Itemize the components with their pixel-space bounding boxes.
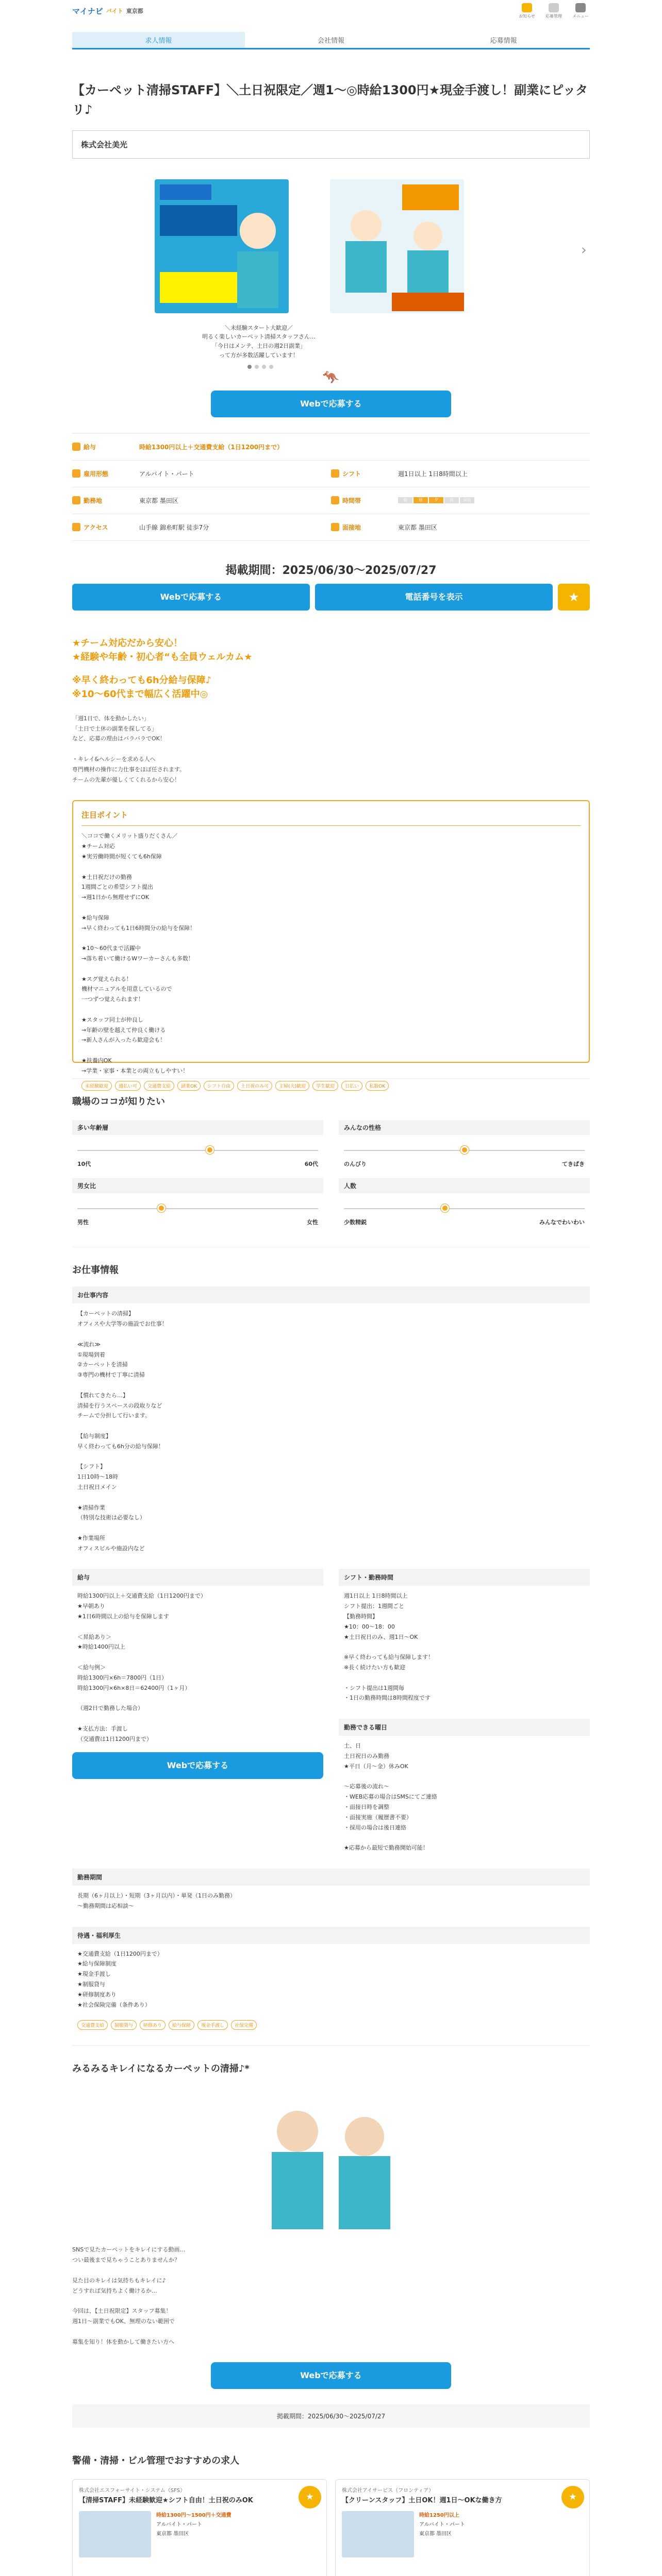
- logo-text: マイナビ: [72, 6, 103, 16]
- tag: 制服貸与: [111, 2020, 137, 2030]
- tag: シフト自由: [204, 1081, 234, 1091]
- logo-sub: バイト: [106, 8, 123, 14]
- bell-icon: [522, 3, 532, 12]
- summary-grid: [72, 433, 590, 541]
- clock-icon: [331, 496, 339, 504]
- yen-icon: [72, 443, 80, 451]
- feel-slider: [77, 1145, 318, 1156]
- slider-knob: [157, 1204, 166, 1212]
- carousel-slide-1: [155, 179, 289, 313]
- tag: 交通費支給: [144, 1081, 174, 1091]
- tag: 日払い: [341, 1081, 362, 1091]
- carousel-dot[interactable]: [262, 365, 266, 369]
- feel-item: 多い年齢層 10代 60代: [72, 1120, 323, 1168]
- tag: 土日祝のみ可: [237, 1081, 272, 1091]
- job-thumbnail: [342, 2511, 414, 2557]
- salary-detail: 時給1300円以上＋交通費支給（1日1200円まで） ★早朝あり ★1日6時間以上の給与を保障します ＜昇給あり＞ ★時給1400円以上 ＜給与例＞ 時給1300円×6h＝7800円（1日） 時給1300円×6h×8日＝62400円（1ヶ月） （週2日で勤務した場合） ★支払方法：手渡し （交通費は1日1200円まで）: [77, 1592, 206, 1742]
- favorite-star-icon[interactable]: ★: [299, 2486, 321, 2509]
- salary-heading: 給与: [72, 1569, 323, 1586]
- tag: 未経験歓迎: [81, 1081, 112, 1091]
- job-card[interactable]: 株式会社エスフォーサイト・システム（SFS） 【清掃STAFF】未経験歓迎★シフト自由！土日祝のみOK ★ 時給1300円〜1500円＋交通費 アルバイト・パート 東京都 墨田区: [72, 2479, 327, 2576]
- staff-photo: [225, 2090, 437, 2229]
- welfare-tags: [72, 2020, 590, 2030]
- tag: 給与保障: [169, 2020, 194, 2030]
- work-content: 【カーペットの清掃】 オフィスや大学等の施設でお仕事！ ≪流れ≫ ①現場到着 ②カーペットを清掃 ③専門の機材で丁寧に清掃 【慣れてきたら…】 清掃を行うスペースの段取りなど チームで分担して行います。 【給与制度】 早く終わっても6h分の給与保障！ 【シフト】 1日10時〜18時 土日祝日メイン ★清掃作業 （特別な技術は必要なし） ★作業場所 オフィスビルや施設内など: [77, 1310, 168, 1552]
- tag: 私服OK: [366, 1081, 389, 1091]
- carousel-caption: ＼未経験スタート大歓迎／ 明るく楽しいカーペット清掃スタッフさん… 「今日はメンテ、土日の週2日副業」 って方が多数活躍しています！: [202, 324, 316, 359]
- feel-item: 人数 少数精鋭 みんなでわいわい: [339, 1178, 590, 1226]
- time-slot: 深夜: [460, 497, 474, 503]
- menu-button[interactable]: メニュー: [571, 3, 590, 19]
- train-icon: [72, 523, 80, 531]
- carousel-dot[interactable]: [255, 365, 259, 369]
- salary-row: 給与 時給1300円以上＋交通費支給（1日1200円まで）: [72, 434, 590, 461]
- tab-company-info[interactable]: 会社情報: [318, 37, 345, 45]
- header: [0, 0, 662, 22]
- tab-job-info[interactable]: 求人情報: [72, 32, 245, 48]
- slide-image-weekend: [155, 179, 289, 313]
- image-carousel: [0, 174, 590, 391]
- tab-bar: [72, 32, 590, 49]
- show-phone-button[interactable]: 電話番号を表示: [315, 584, 553, 611]
- cta-row: [72, 584, 590, 611]
- interview-row: 面接地 東京都 墨田区: [331, 514, 590, 541]
- highlight-body: ＼ココで働くメリット盛りだくさん／ ★チーム対応 ★実労働時間が短くても6h保障 ★土日祝だけの勤務 1週間ごとの希望シフト提出 →週1日から無理せずにOK ★給与保障 →早く終わっても1日6時間分の給与を保障！ ★10〜60代まで活躍中 →落ち着いて働けるWワーカーさんも多数！ ★スグ覚えられる！ 機材マニュアルを用意しているので 一つずつ覚えられます！ ★スタッフ同士が仲良し →年齢の壁を越えて仲良く働ける →新人さんが入ったら歓迎会も！ ★扶養内OK →学業・家事・本業との両立もしやすい！: [81, 833, 196, 1074]
- tag: 学生歓迎: [312, 1081, 338, 1091]
- salary-value: 時給1300円以上＋交通費支給（1日1200円まで）: [139, 443, 284, 451]
- web-apply-button[interactable]: Webで応募する: [72, 1752, 323, 1779]
- shift-row: シフト 週1日以上 1日8時間以上: [331, 461, 590, 487]
- slider-knob: [441, 1204, 449, 1212]
- job-card[interactable]: 株式会社アイサービス（フロンティア） 【クリーンスタッフ】土日OK！週1日〜OKな働き方 ★ 時給1250円以上 アルバイト・パート 東京都 墨田区: [335, 2479, 590, 2576]
- time-slot: 朝: [398, 497, 412, 503]
- slide-image-beginner: [330, 179, 464, 313]
- favorite-star-icon[interactable]: ★: [558, 584, 590, 611]
- time-slot-bars: [398, 497, 474, 503]
- listing-period: 掲載期間：2025/06/30〜2025/07/27: [225, 564, 437, 577]
- staff-photo-image: [225, 2090, 437, 2229]
- carousel-slide-2: [330, 179, 464, 313]
- slider-knob: [206, 1146, 214, 1154]
- feel-item: 男女比 男性 女性: [72, 1178, 323, 1226]
- workdays-detail: 土、日 土日祝日のみ勤務 ★平日（月〜金）休みOK 〜応募後の流れ〜 ・WEB応募の場合はSMSにてご連絡 ・面接日時を調整 ・面接実施（履歴書不要） ・採用の場合は後日連絡 ★応募から最短で勤務開始可能！: [344, 1742, 437, 1852]
- calendar-icon: [331, 469, 339, 478]
- mascot-icon: 🦘: [322, 369, 340, 385]
- work-content-heading: お仕事内容: [72, 1286, 590, 1303]
- highlight-box: [72, 800, 590, 1090]
- feel-slider: [77, 1204, 318, 1214]
- notification-button[interactable]: お知らせ: [518, 3, 536, 19]
- hamburger-icon: [575, 3, 586, 12]
- time-slot: 夜: [444, 497, 459, 503]
- tab-apply-info[interactable]: 応募情報: [490, 37, 517, 45]
- access-row: アクセス 山手線 錦糸町駅 徒歩7分: [72, 514, 331, 541]
- period-detail: 長期（6ヶ月以上）・短期（3ヶ月以内）・単発（1日のみ勤務） 〜勤務期間は応相談〜: [77, 1892, 236, 1909]
- recommend-cards: [72, 2479, 590, 2576]
- feel-slider: [344, 1204, 585, 1214]
- highlight-title: 注目ポイント: [81, 809, 581, 826]
- carousel-dots: [247, 365, 273, 369]
- web-apply-button[interactable]: Webで応募する: [72, 584, 310, 611]
- intro-text: 「週1日で、体を動かしたい」 「土日で土休の副業を探してる」 など、応募の理由はバラバラでOK！ ・キレイ&ヘルシーを求める人へ 専門機材の操作に力仕事をほぼ任されます。 チームの先輩が優しくてくれるから安心！: [72, 715, 186, 783]
- tag: 研修あり: [140, 2020, 166, 2030]
- tag: 副業OK: [177, 1081, 201, 1091]
- document-icon: [549, 3, 559, 12]
- company-name[interactable]: 株式会社美光: [72, 130, 590, 159]
- tag: 交通費支給: [77, 2020, 108, 2030]
- carousel-dot[interactable]: [269, 365, 273, 369]
- employment-row: 雇用形態 アルバイト・パート: [72, 461, 331, 487]
- welfare-heading: 待遇・福利厚生: [72, 1927, 590, 1944]
- time-slot: 昼: [413, 497, 428, 503]
- period-heading: 勤務期間: [72, 1869, 590, 1886]
- slider-knob: [460, 1146, 469, 1154]
- job-thumbnail: [79, 2511, 151, 2557]
- workdays-heading: 勤務できる曜日: [339, 1719, 590, 1736]
- logo[interactable]: [72, 6, 143, 16]
- catch-copy-2: ※早く終わっても6h分給与保障♪ ※10〜60代まで幅広く活躍中◎: [72, 674, 212, 700]
- recommend-title: 警備・清掃・ビル管理でおすすめの求人: [72, 2455, 240, 2467]
- time-slot: 夕: [429, 497, 443, 503]
- tag: 現金手渡し: [197, 2020, 228, 2030]
- tag: 社保完備: [231, 2020, 257, 2030]
- pin-icon: [72, 496, 80, 504]
- feel-item: みんなの性格 のんびり てきぱき: [339, 1120, 590, 1168]
- briefcase-icon: [72, 469, 80, 478]
- tag: 週払い可: [115, 1081, 141, 1091]
- area-label: 東京都: [126, 8, 143, 14]
- photo-caption: みるみるキレイになるカーペットの清掃♪*: [72, 2045, 590, 2075]
- workplace-section-title: 職場のココが知りたい: [72, 1078, 590, 1108]
- carousel-next-icon[interactable]: ›: [581, 241, 587, 258]
- bottom-text: SNSで見たカーペットをキレイにする動画… つい最後まで見ちゃうことありませんか？ 見た目のキレイは気持ちもキレイに♪ どうすれば気持ちよく働けるか… 今回は、【土日祝限定】スタッフ募集！ 週1日〜副業でもOK、無理のない範囲で 募集を知り！体を動かして働きたい方へ: [72, 2246, 186, 2345]
- shift-heading: シフト・勤務時間: [339, 1569, 590, 1586]
- catch-copy-1: ★チーム対応だから安心！ ★経験や年齢・初心者“も全員ウェルカム★: [72, 637, 253, 663]
- hours-row: 時間帯 朝 昼 夕 夜 深夜: [331, 487, 590, 514]
- carousel-dot[interactable]: [247, 365, 252, 369]
- web-apply-button[interactable]: Webで応募する: [211, 391, 451, 417]
- listing-period-bar: 掲載期間：2025/06/30〜2025/07/27: [72, 2404, 590, 2428]
- favorite-star-icon[interactable]: ★: [561, 2486, 584, 2509]
- shift-detail: 週1日以上 1日8時間以上 シフト提出：1週間ごと 【勤務時間】 ★10：00〜18：00 ★土日祝日のみ、週1日〜OK ※早く終わっても給与保障します！ ※長く続けたい方も歓迎 ・シフト提出は1週間毎 ・1日の勤務時間は8時間程度です: [344, 1592, 434, 1702]
- feel-slider: [344, 1145, 585, 1156]
- building-icon: [331, 523, 339, 531]
- location-row: 勤務地 東京都 墨田区: [72, 487, 331, 514]
- web-apply-button[interactable]: Webで応募する: [211, 2362, 451, 2389]
- job-title: 【カーペット清掃STAFF】＼土日祝限定／週1〜◎時給1300円★現金手渡し！副業にピッタリ♪: [72, 83, 588, 117]
- tag: 主婦(夫)歓迎: [275, 1081, 309, 1091]
- job-detail-title: お仕事情報: [72, 1247, 590, 1276]
- applications-button[interactable]: 応募管理: [544, 3, 563, 19]
- workplace-sliders: [72, 1120, 590, 1226]
- welfare-detail: ★交通費支給（1日1200円まで） ★給与保障制度 ★現金手渡し ★制服貸与 ★研修制度あり ★社会保険完備（条件あり）: [77, 1950, 163, 2008]
